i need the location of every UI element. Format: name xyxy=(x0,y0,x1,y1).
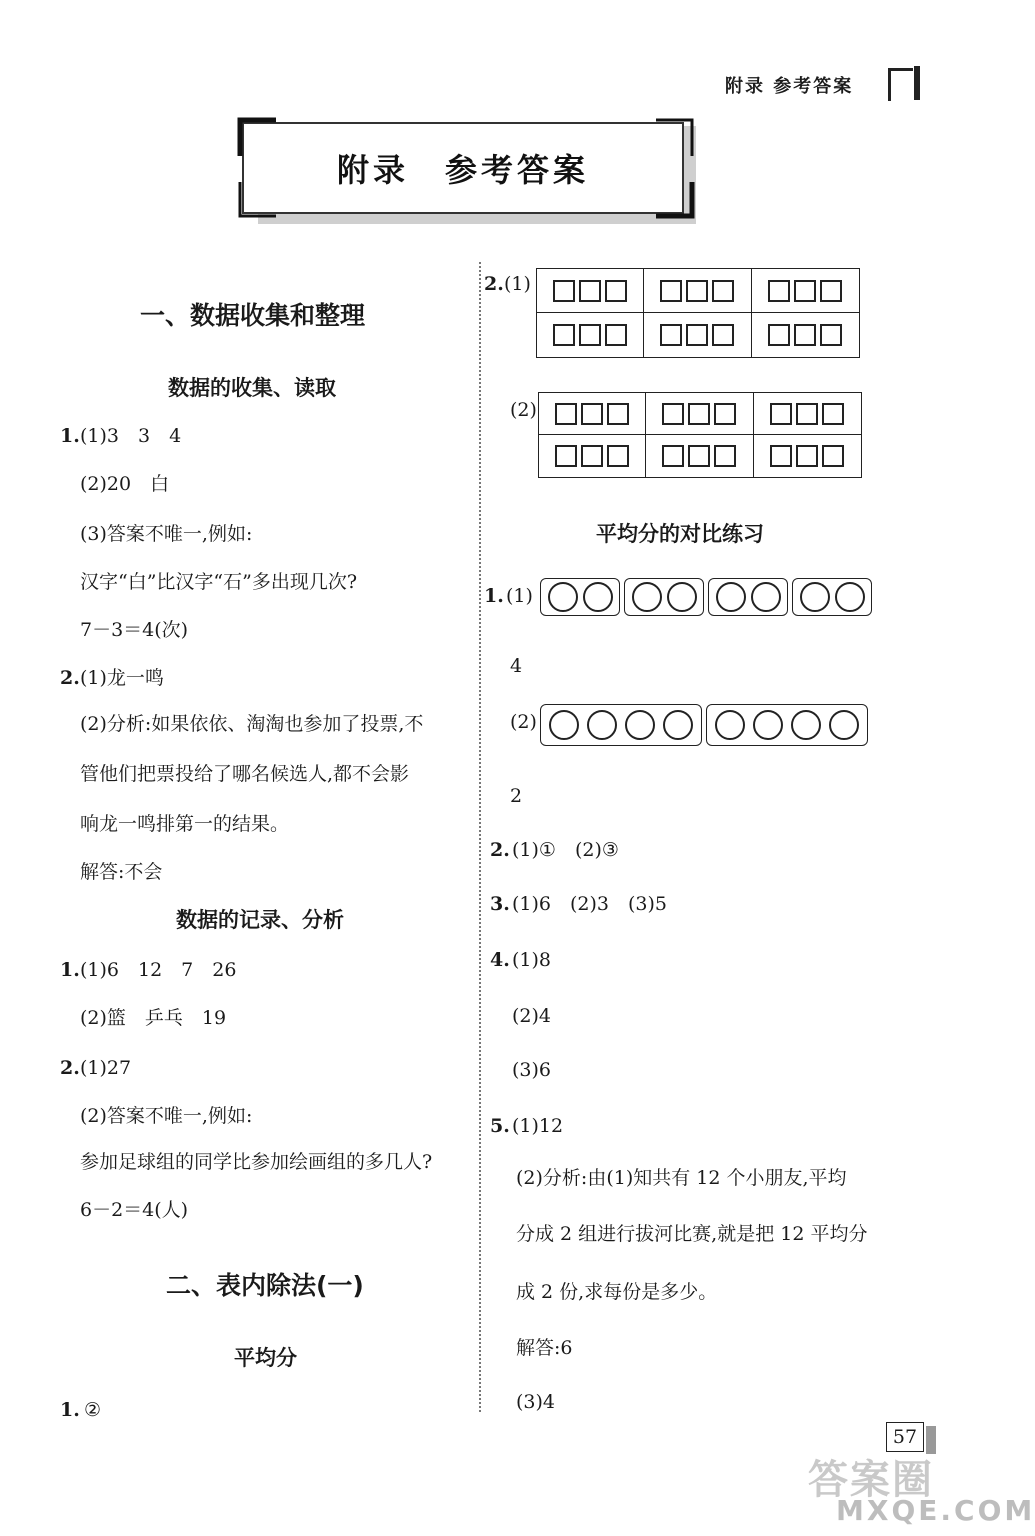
watermark-url: MXQE.COM xyxy=(836,1494,1035,1527)
answer-line: 成 2 份,求每份是多少。 xyxy=(516,1281,718,1303)
question-number: 1. xyxy=(484,585,504,607)
answer-line: (2)答案不唯一,例如: xyxy=(80,1105,253,1127)
answer-line: 响龙一鸣排第一的结果。 xyxy=(80,813,290,835)
answer-line: ② xyxy=(84,1399,102,1421)
question-number: 4. xyxy=(490,949,510,971)
answer-line: 解答:6 xyxy=(516,1337,573,1359)
answer-line: (2)分析:由(1)知共有 12 个小朋友,平均 xyxy=(516,1167,847,1189)
circle-groups-1 xyxy=(540,578,872,616)
answer-line: 7－3＝4(次) xyxy=(80,619,189,641)
answer-value: 2 xyxy=(510,785,523,807)
answer-line: 汉字“白”比汉字“石”多出现几次? xyxy=(80,571,358,593)
answer-line: (1)6 12 7 26 xyxy=(80,959,237,981)
answer-line: 解答:不会 xyxy=(80,861,163,883)
answer-line: 分成 2 组进行拔河比赛,就是把 12 平均分 xyxy=(516,1223,868,1245)
answer-line: (1)27 xyxy=(80,1057,132,1079)
page-number: 57 xyxy=(886,1422,924,1452)
section-heading: 平均分 xyxy=(234,1346,297,1370)
question-number: 2. xyxy=(484,273,504,295)
chapter-heading: 二、表内除法(一) xyxy=(166,1271,364,1300)
header-corner-mark xyxy=(888,68,913,101)
answer-line: (1)8 xyxy=(512,949,552,971)
answer-line: (1)① (2)③ xyxy=(512,839,619,861)
answer-value: 4 xyxy=(510,655,523,677)
answer-line: 参加足球组的同学比参加绘画组的多几人? xyxy=(80,1151,433,1173)
answer-line: (2)篮 乒乓 19 xyxy=(80,1007,227,1029)
answer-line: (1)12 xyxy=(512,1115,564,1137)
answer-line: (3)答案不唯一,例如: xyxy=(80,523,253,545)
running-header: 附录 参考答案 xyxy=(725,76,854,97)
question-number: 2. xyxy=(490,839,510,861)
answer-line: (3)6 xyxy=(512,1059,552,1081)
question-number: 2. xyxy=(60,1057,80,1079)
question-number: 3. xyxy=(490,893,510,915)
answer-line: (1)龙一鸣 xyxy=(80,667,164,689)
question-number: 1. xyxy=(60,1399,80,1421)
banner-corners xyxy=(236,116,696,222)
answer-line: (2) xyxy=(510,399,537,421)
answer-line: (1) xyxy=(506,585,533,607)
question-number: 1. xyxy=(60,425,80,447)
answer-line: 管他们把票投给了哪名候选人,都不会影 xyxy=(80,763,410,785)
section-heading: 数据的记录、分析 xyxy=(176,908,344,932)
answer-line: (1)6 (2)3 (3)5 xyxy=(512,893,668,915)
answer-line: (2)20 白 xyxy=(80,473,170,495)
answer-line: (1) xyxy=(504,273,531,295)
section-heading: 平均分的对比练习 xyxy=(596,522,764,546)
column-divider xyxy=(479,262,481,1412)
banner-title: 附录 参考答案 xyxy=(336,151,589,189)
section-heading: 数据的收集、读取 xyxy=(168,376,336,400)
circle-groups-2 xyxy=(540,704,868,746)
answer-line: (2)4 xyxy=(512,1005,552,1027)
answer-line: (1)3 3 4 xyxy=(80,425,182,447)
watermark-logo: 答案圈 xyxy=(808,1457,934,1503)
square-grid-1 xyxy=(536,268,860,358)
answer-line: (2)分析:如果依依、淘淘也参加了投票,不 xyxy=(80,713,424,735)
question-number: 2. xyxy=(60,667,80,689)
answer-line: (3)4 xyxy=(516,1391,556,1413)
answer-line: 6－2＝4(人) xyxy=(80,1199,189,1221)
square-grid-2 xyxy=(538,392,862,478)
chapter-heading: 一、数据收集和整理 xyxy=(140,301,366,330)
question-number: 5. xyxy=(490,1115,510,1137)
question-number: 1. xyxy=(60,959,80,981)
answer-line: (2) xyxy=(510,711,537,733)
header-bar xyxy=(914,66,920,100)
